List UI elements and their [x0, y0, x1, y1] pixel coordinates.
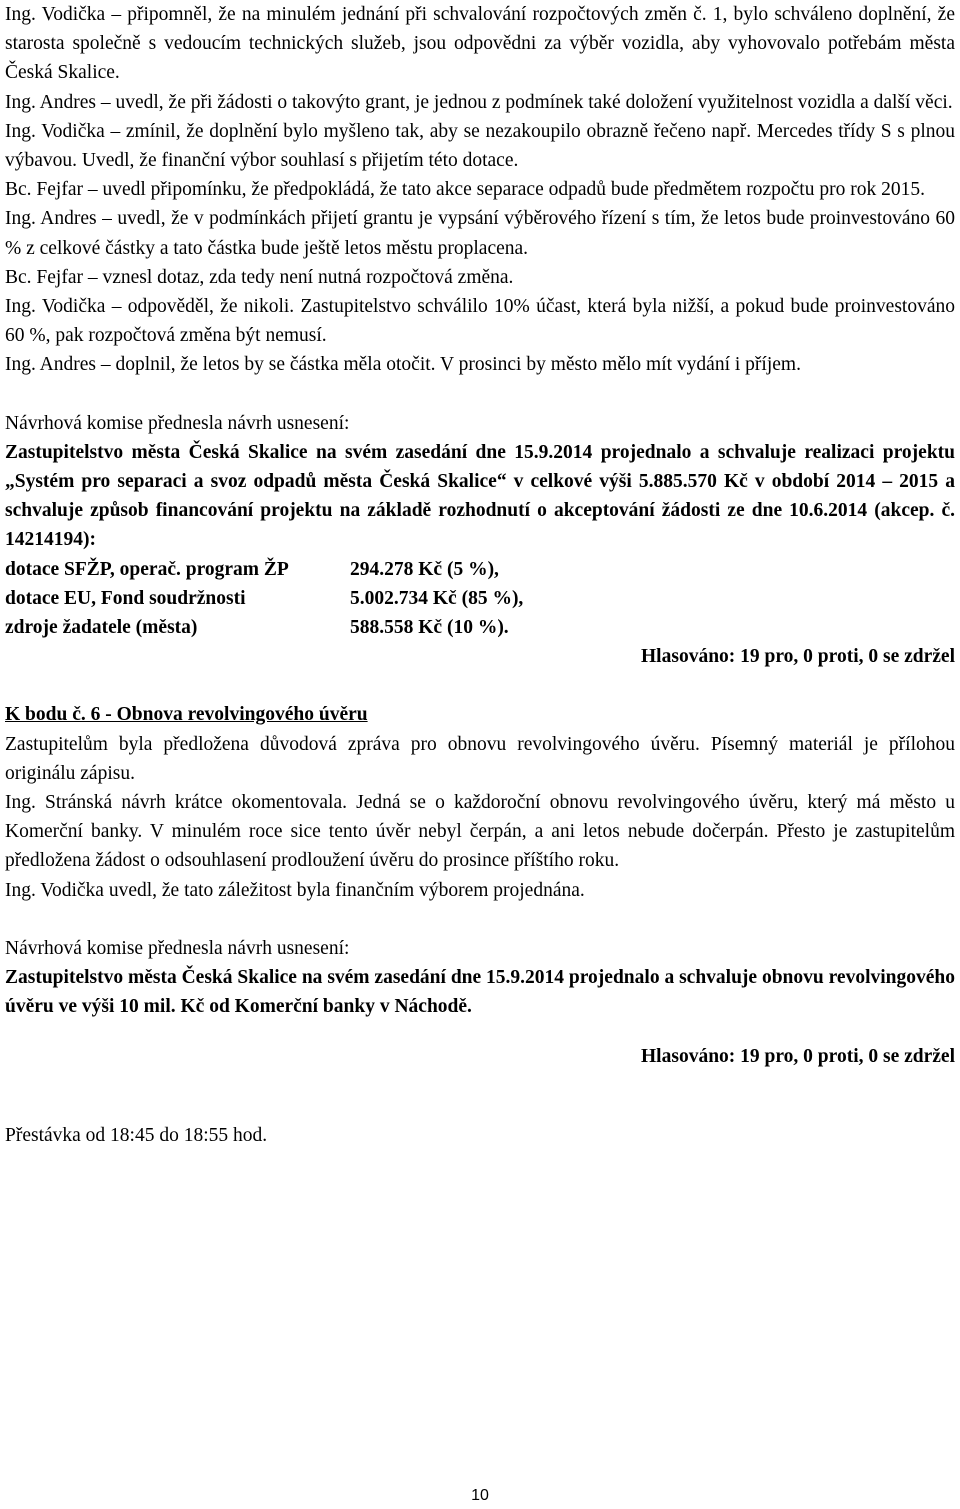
funding-label: zdroje žadatele (města): [5, 617, 198, 639]
resolution-text: Zastupitelstvo města Česká Skalice na svém zasedání dne 15.9.2014 projednalo a schvaluje realizaci projektu „Systém pro separaci a svoz odpadů města Česká Skalice“ v celkové výši 5.885.570 Kč v období 2014 – 2015 a schvaluje způsob financování projektu na základě rozhodnutí o akceptování žádosti ze dne 10.6.2014 (akcep. č. 14214194):: [5, 441, 955, 551]
paragraph: Zastupitelům byla předložena důvodová zpráva pro obnovu revolvingového úvěru. Písemný materiál je přílohou originálu zápisu.: [5, 733, 955, 784]
funding-label: dotace SFŽP, operač. program ŽP: [5, 558, 289, 580]
paragraph: Ing. Andres – uvedl, že v podmínkách přijetí grantu je vypsání výběrového řízení s tím, že letos bude proinvestováno 60 % z celkové částky a tato částka bude ještě letos městu proplacena.: [5, 208, 955, 259]
funding-row: [5, 555, 955, 584]
vote-result: Hlasováno: 19 pro, 0 proti, 0 se zdržel: [641, 646, 955, 668]
paragraph: Ing. Vodička – připomněl, že na minulém jednání při schvalování rozpočtových změn č. 1, bylo schváleno doplnění, že starosta společně s vedoucím technických služeb, jsou odpovědni za výběr vozidla, aby vyhovovalo potřebám města Česká Skalice.: [5, 4, 955, 84]
funding-row: [5, 613, 955, 642]
proposal-intro: Návrhová komise přednesla návrh usnesení:: [5, 412, 350, 434]
funding-amount: 5.002.734 Kč (85 %),: [350, 587, 524, 609]
break-note: Přestávka od 18:45 do 18:55 hod.: [5, 1124, 268, 1146]
funding-label: dotace EU, Fond soudržnosti: [5, 587, 246, 609]
funding-amount: 294.278 Kč (5 %),: [350, 558, 499, 580]
paragraph: Ing. Vodička – zmínil, že doplnění bylo myšleno tak, aby se nezakoupilo obrazně řečeno např. Mercedes třídy S s plnou výbavou. Uvedl, že finanční výbor souhlasí s přijetím této dotace.: [5, 120, 955, 172]
resolution-text: Zastupitelstvo města Česká Skalice na svém zasedání dne 15.9.2014 projednalo a schvaluje obnovu revolvingového úvěru ve výši 10 mil. Kč od Komerční banky v Náchodě.: [5, 967, 955, 1018]
funding-amount: 588.558 Kč (10 %).: [350, 617, 509, 639]
funding-table: [5, 555, 955, 643]
paragraph: Bc. Fejfar – uvedl připomínku, že předpokládá, že tato akce separace odpadů bude předmětem rozpočtu pro rok 2015.: [5, 179, 925, 201]
vote-result: Hlasováno: 19 pro, 0 proti, 0 se zdržel: [641, 1045, 955, 1067]
funding-row: [5, 584, 955, 613]
paragraph: Ing. Stránská návrh krátce okomentovala. Jedná se o každoroční obnovu revolvingového úvěru, který má město u Komerční banky. V minulém roce sice tento úvěr nebyl čerpán, a ani letos nebude dočerpán. Přesto je zastupitelům předložena žádost o odsouhlasení prodloužení úvěru do prosince příštího roku.: [5, 792, 955, 872]
paragraph: Ing. Andres – uvedl, že při žádosti o takovýto grant, je jednou z podmínek také doložení využitelnost vozidla a další věci.: [5, 91, 953, 113]
document-page: [5, 0, 955, 1150]
paragraph: Ing. Andres – doplnil, že letos by se částka měla otočit. V prosinci by město mělo mít vydání i příjem.: [5, 354, 801, 376]
paragraph: Bc. Fejfar – vznesl dotaz, zda tedy není nutná rozpočtová změna.: [5, 266, 514, 288]
paragraph: Ing. Vodička – odpověděl, že nikoli. Zastupitelstvo schválilo 10% účast, která byla nižší, a pokud bude proinvestováno 60 %, pak rozpočtová změna být nemusí.: [5, 296, 955, 347]
section-heading: K bodu č. 6 - Obnova revolvingového úvěru: [5, 704, 368, 726]
proposal-intro: Návrhová komise přednesla návrh usnesení:: [5, 937, 350, 959]
paragraph: Ing. Vodička uvedl, že tato záležitost byla finančním výborem projednána.: [5, 879, 585, 901]
page-number: 10: [471, 1487, 489, 1504]
